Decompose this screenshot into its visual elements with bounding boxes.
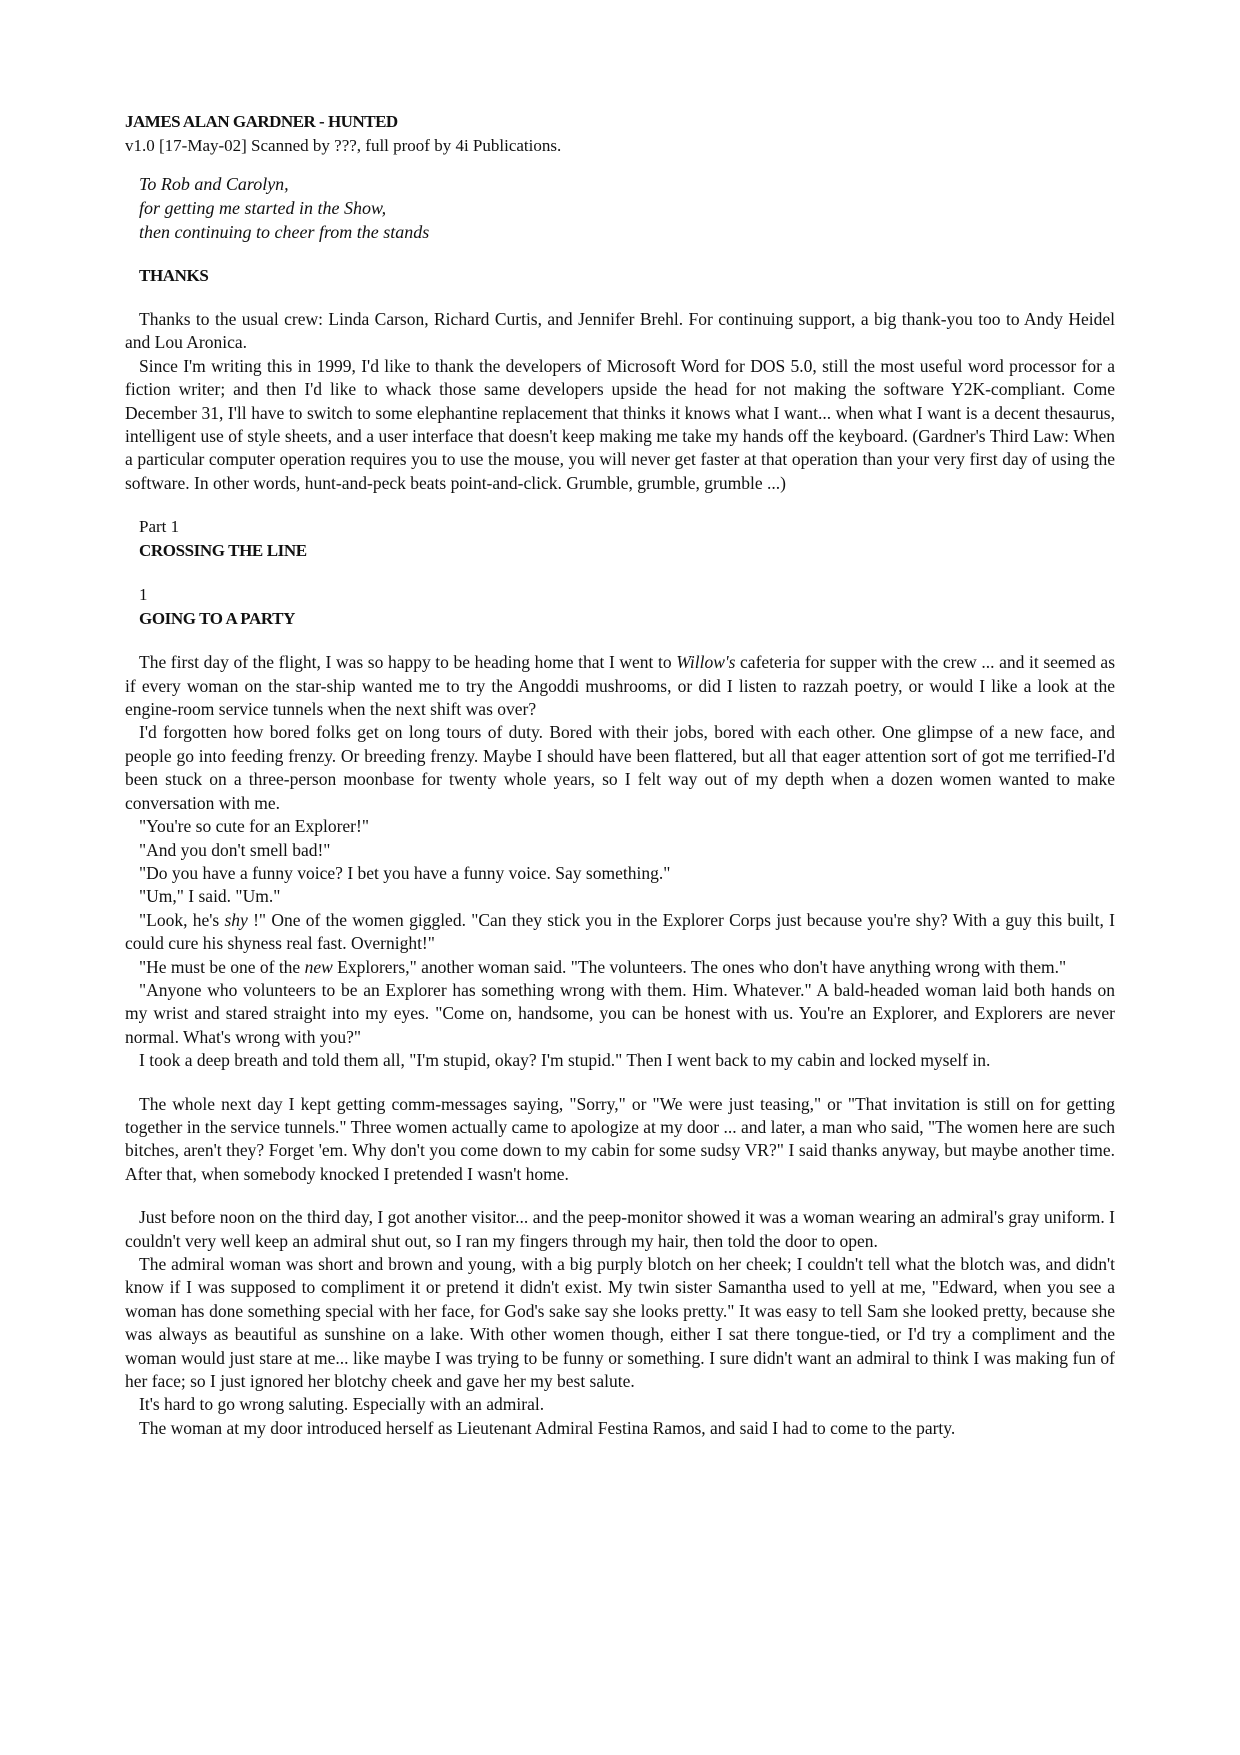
body-paragraph: "Um," I said. "Um." (139, 886, 281, 907)
body-paragraph: It's hard to go wrong saluting. Especially with an admiral. (139, 1394, 545, 1415)
document-page (125, 110, 1115, 1440)
scan-credits: v1.0 [17-May-02] Scanned by ???, full proof by 4i Publications. (125, 136, 562, 155)
thanks-paragraph: Since I'm writing this in 1999, I'd like to thank the developers of Microsoft Word for DOS 5.0, still the most useful word processor for a fiction writer; and then I'd like to whack those same developers upside the head for not making the software Y2K-compliant. Come December 31, I'll have to switch to some elephantine replacement that thinks it knows what I want... when what I want is a decent thesaurus, intelligent use of style sheets, and a user interface that doesn't keep making me take my hands off the keyboard. (Gardner's Third Law: When a particular computer operation requires you to use the mouse, you will never get faster at that operation than your very first day of using the software. In other words, hunt-and-peck beats point-and-click. Grumble, grumble, grumble ...) (125, 355, 1115, 493)
part-title: CROSSING THE LINE (139, 541, 307, 561)
thanks-paragraph: Thanks to the usual crew: Linda Carson, Richard Curtis, and Jennifer Brehl. For continuing support, a big thank-you too to Andy Heidel and Lou Aronica. (125, 309, 1115, 353)
body-paragraph: "And you don't smell bad!" (139, 839, 331, 860)
document-title: JAMES ALAN GARDNER - HUNTED (125, 112, 398, 131)
chapter-title: GOING TO A PARTY (139, 609, 295, 629)
dedication-line: for getting me started in the Show, (139, 198, 387, 218)
body-paragraph: The admiral woman was short and brown and young, with a big purply blotch on her cheek; I couldn't tell what the blotch was, and didn't know if I was supposed to compliment it or pretend it didn't exist. My twin sister Samantha used to yell at me, "Edward, when you see a woman has done something special with her face, for God's sake say she looks pretty." It was easy to tell Sam she looked pretty, because she was always as beautiful as sunshine on a lake. With other women though, either I sat there tongue-tied, or I'd try a compliment and the woman would just stare at me... like maybe I was trying to be funny or something. I sure didn't want an admiral to think I was making fun of her face; so I just ignored her blotchy cheek and gave her my best salute. (125, 1254, 1115, 1392)
thanks-heading: THANKS (139, 266, 209, 285)
body-paragraph: "Do you have a funny voice? I bet you have a funny voice. Say something." (139, 862, 671, 883)
dedication (125, 172, 1115, 244)
body-paragraph: Just before noon on the third day, I got another visitor... and the peep-monitor showed it was a woman wearing an admiral's gray uniform. I couldn't very well keep an admiral shut out, so I ran my fingers through my hair, then told the door to open. (125, 1207, 1115, 1251)
chapter-number: 1 (139, 585, 148, 605)
emphasis: shy (224, 909, 248, 930)
dedication-line: To Rob and Carolyn, (139, 174, 289, 194)
body-paragraph: I'd forgotten how bored folks get on long tours of duty. Bored with their jobs, bored with each other. One glimpse of a new face, and people go into feeding frenzy. Or breeding frenzy. Maybe I should have been flattered, but all that eager attention sort of got me terrified-I'd been stuck on a three-person moonbase for twenty whole years, so I felt way out of my depth when a dozen women wanted to make conversation with me. (125, 722, 1115, 813)
body-paragraph: "He must be one of the new Explorers," another woman said. "The volunteers. The ones who don't have anything wrong with them." (139, 956, 1067, 977)
body-paragraph: The whole next day I kept getting comm-messages saying, "Sorry," or "We were just teasing," or "That invitation is still on for getting together in the service tunnels." Three women actually came to apologize at my door ... and later, a man who said, "The women here are such bitches, aren't they? Forget 'em. Why don't you come down to my cabin for some sudsy VR?" I said thanks anyway, but maybe another time. After that, when somebody knocked I pretended I wasn't home. (125, 1093, 1115, 1184)
dedication-line: then continuing to cheer from the stands (139, 222, 430, 242)
ship-name: Willow's (676, 652, 736, 673)
part-label: Part 1 (139, 517, 180, 537)
body-paragraph: The first day of the flight, I was so happy to be heading home that I went to Willow's cafeteria for supper with the crew ... and it seemed as if every woman on the star-ship wanted me to try the Angoddi mushrooms, or did I listen to razzah poetry, or would I like a look at the engine-room service tunnels when the next shift was over? (125, 652, 1116, 720)
body-paragraph: The woman at my door introduced herself as Lieutenant Admiral Festina Ramos, and said I had to come to the party. (139, 1417, 956, 1438)
emphasis: new (304, 956, 333, 977)
body-paragraph: I took a deep breath and told them all, "I'm stupid, okay? I'm stupid." Then I went back to my cabin and locked myself in. (139, 1050, 991, 1071)
body-paragraph: "Anyone who volunteers to be an Explorer has something wrong with them. Him. Whatever." A bald-headed woman laid both hands on my wrist and stared straight into my eyes. "Come on, handsome, you can be honest with us. You're an Explorer, and Explorers are never normal. What's wrong with you?" (125, 979, 1115, 1047)
body-paragraph: "You're so cute for an Explorer!" (139, 816, 369, 837)
body-paragraph: "Look, he's shy !" One of the women giggled. "Can they stick you in the Explorer Corps just because you're shy? With a guy this built, I could cure his shyness real fast. Overnight!" (125, 909, 1115, 954)
